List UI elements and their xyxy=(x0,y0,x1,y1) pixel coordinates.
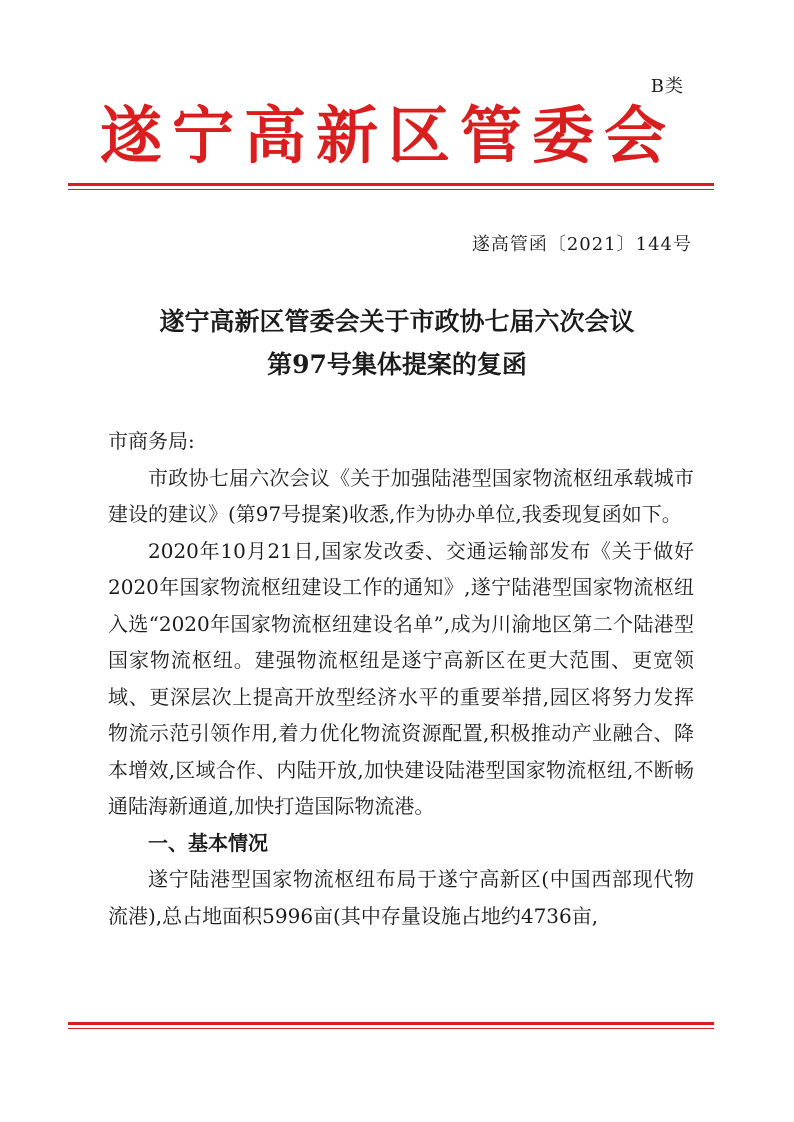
document-title xyxy=(90,300,704,386)
salutation: 市商务局: xyxy=(108,429,195,453)
body-paragraph-2: 2020年10月21日,国家发改委、交通运输部发布《关于做好2020年国家物流枢纽建设工作的通知》,遂宁陆港型国家物流枢纽入选“2020年国家物流枢纽建设名单”,成为川渝地区第二个陆港型国家物流枢纽。建强物流枢纽是遂宁高新区在更大范围、更宽领域、更深层次上提高开放型经济水平的重要举措,园区将努力发挥物流示范引领作用,着力优化物流资源配置,积极推动产业融合、降本增效,区域合作、内陆开放,加快建设陆港型国家物流枢纽,不断畅通陆海新通道,加快打造国际物流港。 xyxy=(108,538,694,818)
organization-header: 遂宁高新区管委会 xyxy=(99,99,676,172)
body-paragraph-1: 市政协七届六次会议《关于加强陆港型国家物流枢纽承载城市建设的建议》(第97号提案)收悉,作为协办单位,我委现复函如下。 xyxy=(108,465,694,526)
document-body xyxy=(108,423,694,934)
header-red-rule-thick xyxy=(68,183,714,186)
footer-red-rule-thick xyxy=(68,1022,714,1025)
document-number: 遂高管函〔2021〕144号 xyxy=(471,234,692,255)
footer-red-rule-thin xyxy=(68,1028,714,1029)
classification-mark: B类 xyxy=(650,76,684,97)
header-red-rule-thin xyxy=(68,189,714,190)
document-title-line-1: 遂宁高新区管委会关于市政协七届六次会议 xyxy=(159,307,635,336)
document-title-line-2: 第97号集体提案的复函 xyxy=(267,350,527,379)
body-paragraph-3: 遂宁陆港型国家物流枢纽布局于遂宁高新区(中国西部现代物流港),总占地面积5996亩(其中存量设施占地约4736亩, xyxy=(108,867,694,928)
section-heading-basic-situation: 一、基本情况 xyxy=(148,830,268,855)
